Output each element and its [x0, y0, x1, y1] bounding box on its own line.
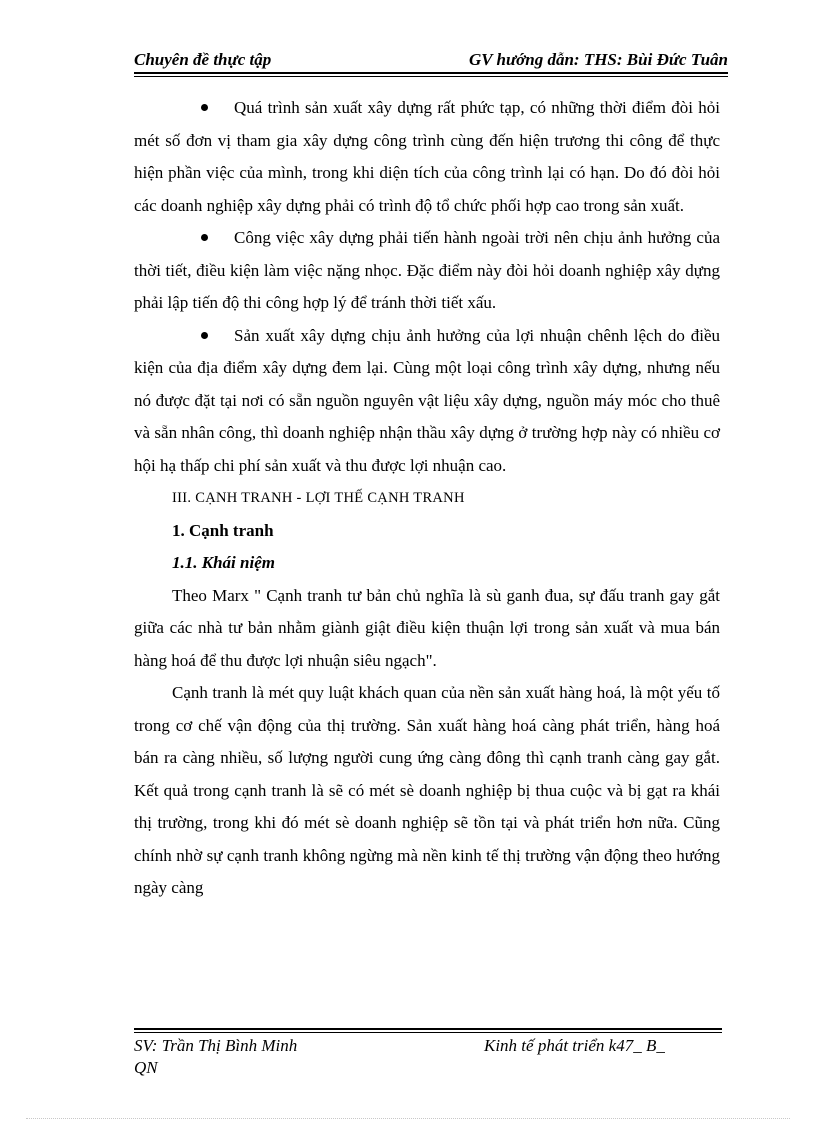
header-rule-thin — [134, 76, 728, 77]
bullet-icon — [201, 332, 208, 339]
bullet-text: Công việc xây dựng phải tiến hành ngoài trời nên chịu ảnh hưởng của thời tiết, điều kiện làm việc nặng nhọc. Đặc điểm này đòi hỏi doanh nghiệp xây dựng phải lập tiến độ thi công hợp lý để tránh thời tiết xấu. — [134, 228, 720, 312]
body-paragraph: Theo Marx " Cạnh tranh tư bản chủ nghĩa là sù ganh đua, sự đấu tranh gay gắt giữa các nhà tư bản nhằm giành giật điều kiện thuận lợi trong sản xuất và mua bán hàng hoá để thu được lợi nhuận siêu ngạch". — [134, 585, 720, 670]
bullet-paragraph — [134, 92, 720, 222]
subsection-heading: 1. Cạnh tranh — [172, 520, 274, 540]
bullet-text: Quá trình sản xuất xây dựng rất phức tạp, có những thời điểm đòi hỏi mét số đơn vị tham gia xây dựng công trình cùng đến hiện trương thi công để thực hiện phần việc của mình, trong khi diện tích của công trình lại có hạn. Do đó đòi hỏi các doanh nghiệp xây dựng phải có trình độ tổ chức phối hợp cao trong sản xuất. — [134, 98, 720, 215]
page-header — [134, 48, 728, 76]
body-paragraph: Cạnh tranh là mét quy luật khách quan của nền sản xuất hàng hoá, là một yếu tố trong cơ chế vận động của thị trường. Sản xuất hàng hoá càng phát triển, hàng hoá bán ra càng nhiều, số lượng người cung ứng càng đông thì cạnh tranh càng gay gắt. Kết quả trong cạnh tranh là sẽ có mét sè doanh nghiệp bị thua cuộc và bị gạt ra khái thị trường, trong khi đó mét sè doanh nghiệp sẽ tồn tại và phát triển hơn nữa. Cũng chính nhờ sự cạnh tranh không ngừng mà nền kinh tế thị trường vận động theo hướng ngày càng — [134, 683, 720, 897]
bullet-icon — [201, 234, 208, 241]
header-report-title: Chuyên đề thực tập — [134, 50, 272, 69]
subsubsection-heading: 1.1. Khái niệm — [172, 553, 275, 572]
footer-rule-thin — [134, 1032, 722, 1033]
bullet-text: Sản xuất xây dựng chịu ảnh hưởng của lợi nhuận chênh lệch do điều kiện của địa điểm xây dựng đem lại. Cùng một loại công trình xây dựng, nhưng nếu nó được đặt tại nơi có sẵn nguồn nguyên vật liệu xây dựng, nguồn máy móc cho thuê và sẵn nhân công, thì doanh nghiệp nhận thầu xây dựng ở trường hợp này có nhiều cơ hội hạ thấp chi phí sản xuất và thu được lợi nhuận cao. — [134, 325, 720, 475]
bullet-icon — [201, 104, 208, 111]
header-advisor: GV hướng dẫn: THS: Bùi Đức Tuân — [468, 50, 728, 69]
page-footer — [134, 1028, 722, 1078]
footer-rule-thick — [134, 1028, 722, 1030]
page-bottom-edge — [26, 1118, 790, 1119]
bullet-paragraph — [134, 320, 720, 483]
header-rule-thick — [134, 72, 728, 74]
page-body — [134, 92, 720, 905]
section-heading: III. CẠNH TRANH - LỢI THẾ CẠNH TRANH — [172, 490, 465, 506]
footer-student-name: SV: Trần Thị Bình Minh — [134, 1036, 298, 1055]
footer-class-name: Kinh tế phát triển k47_ B_ — [484, 1036, 665, 1055]
bullet-paragraph — [134, 222, 720, 320]
footer-class-continuation: QN — [134, 1058, 158, 1077]
